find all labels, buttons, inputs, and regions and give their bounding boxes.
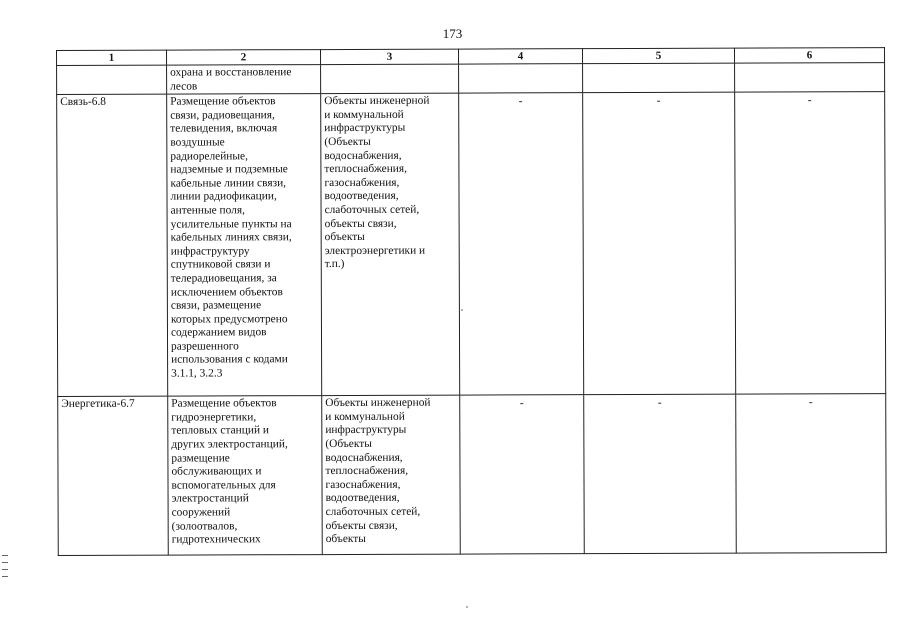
margin-line: [2, 576, 8, 577]
table-cell: [57, 65, 167, 95]
table-row-svyaz: [57, 92, 886, 397]
table-cell: [583, 92, 736, 395]
row-name: Связь-6.8: [60, 96, 106, 109]
column-header-5: 5: [582, 48, 734, 64]
dash-value: -: [808, 396, 813, 409]
dash-value: -: [518, 95, 523, 108]
table-cell: [167, 65, 321, 95]
table-cell: [321, 64, 459, 94]
row-auxiliary: Объекты инженерной и коммунальной инфраструктуры (Объекты водоснабжения, теплоснабжения, газоснабжения, водоотведения, слаботочных сетей, объекты связи, объекты: [325, 396, 431, 546]
document-sheet: [56, 47, 886, 574]
zoning-table: [56, 47, 887, 556]
column-header-1: 1: [57, 50, 167, 65]
margin-line: [2, 569, 8, 570]
dash-value: -: [656, 95, 661, 108]
table-cell: [735, 92, 886, 395]
table-cell: [459, 93, 584, 395]
table-cell-name: [58, 396, 169, 555]
row-name: Энергетика-6.7: [61, 397, 135, 411]
table-cell-auxiliary: [321, 93, 460, 395]
table-cell: [736, 394, 887, 554]
scan-speck: [461, 309, 463, 311]
dash-value: -: [519, 397, 524, 410]
margin-line: [2, 555, 8, 556]
dash-value: -: [807, 94, 812, 107]
column-header-3: 3: [321, 49, 459, 64]
table-cell: [460, 395, 585, 554]
margin-line: [2, 562, 8, 563]
column-header-6: 6: [734, 48, 884, 64]
column-header-2: 2: [167, 50, 321, 66]
scan-speck: [466, 606, 468, 608]
cell-text: охрана и восстановление лесов: [170, 66, 292, 93]
table-cell: [735, 63, 885, 93]
table-cell-name: [57, 94, 168, 396]
table-row-energetika: [58, 394, 887, 556]
page-number: 173: [442, 26, 463, 41]
table-cell: [459, 64, 583, 94]
dash-value: -: [657, 397, 662, 410]
table-cell-description: [167, 94, 322, 397]
row-description: Размещение объектов гидроэнергетики, тепловых станций и других электростанций, размещение обслуживающих и вспомогательных для электростанций сооружений (золоотвалов, гидротехнических: [171, 397, 288, 546]
table-cell: [583, 63, 735, 93]
table-cell-description: [168, 396, 323, 556]
binding-margin-marks: [2, 555, 8, 577]
table-cell: [584, 394, 737, 554]
row-description: Размещение объектов связи, радиовещания, телевидения, включая воздушные радиорелейные, надземные и подземные кабельные линии связи, линии радиофикации, антенные поля, усилительные пункты на кабельных линиях связи, инфраструктуру спутниковой связи и телерадиовещания, за исключением объектов связи, размещение которых предусмотрено содержанием видов разрешенного использования с кодами 3.1.1, 3.2.3: [170, 95, 292, 380]
row-auxiliary: Объекты инженерной и коммунальной инфраструктуры (Объекты водоснабжения, теплоснабжения, газоснабжения, водоотведения, слаботочных сетей, объекты связи, объекты электроэнергетики и т.п.): [324, 94, 430, 271]
column-header-4: 4: [458, 49, 582, 64]
table-cell-auxiliary: [322, 395, 461, 554]
continuation-row: [57, 63, 885, 95]
